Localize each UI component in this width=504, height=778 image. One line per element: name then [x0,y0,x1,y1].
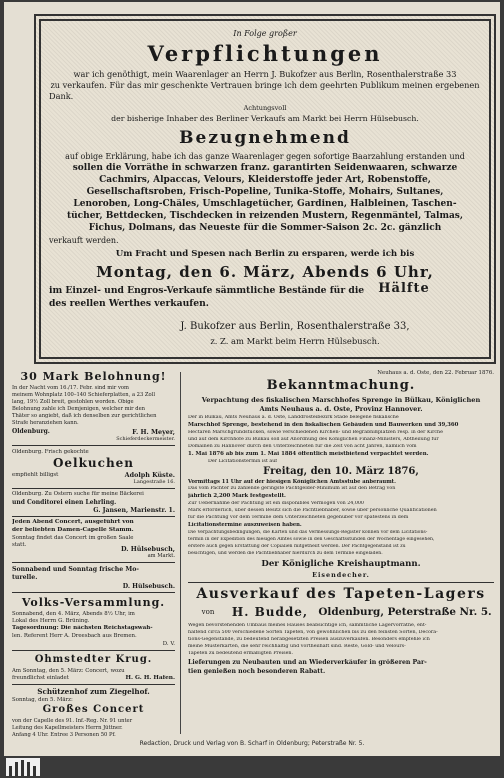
reward-text-line: Belohnung zahle ich Demjenigen, welcher mir den [12,406,146,412]
ad-text-line: des reellen Werthes verkaufen. [49,298,209,309]
notice-date: Freitag, den 10. März 1876, [263,466,419,477]
notice-text: und auf dem Kirchhofe zu Bülkau soll auf Anordnung des Königlichen Finanz-Ministers, Abtheilung für [188,437,439,442]
meeting-text: Tagesordnung: Die nächsten Reichstagswah- [12,625,153,631]
oelkuchen-signature: Adolph Küste. [124,471,175,479]
notice-authority: Der Königliche Kreishauptmann. [261,559,421,569]
concert-address: am Markt. [147,553,175,559]
ad-text-line: im Einzel- und Engros-Verkaufe sämmtliche Bestände für die [49,285,365,296]
schuetzenhof-text: Anfang 4 Uhr. Entree 3 Personen 50 Pf. [12,732,116,738]
krug-headline: Ohmstedter Krug. [34,654,153,665]
krug-signature: H. G. H. Hafen. [125,675,175,681]
oelkuchen-headline: Oelkuchen [52,456,135,470]
notice-text: erstere auch gegen Erstattung der Copialien mitgetheilt werden. Der Pachtgegenstand ist zu [188,544,406,549]
ad-goods-line: Gesellschaftsroben, Frisch-Popeline, Tunika-Stoffe, Mohairs, Sultanes, [86,187,444,197]
ad-text-line: Um Fracht und Spesen nach Berlin zu ersparen, werde ich bis [115,249,415,259]
notice-text: Zur Uebernahme der Pachtung ist ein disponibles Vermögen von 24,000 [188,501,364,506]
ad-goods-line: sollen die Vorräthe in schwarzen franz. garantirten Seidenwaaren, schwarze [72,163,458,173]
concert-text: Jeden Abend Concert, ausgeführt von [12,519,134,525]
ad-signature-name: J. Bukofzer aus Berlin, Rosenthalerstraße 33, [180,321,410,332]
reward-text-line: Strafe heranziehen kann. [12,420,79,426]
notice-text: Vormittags 11 Uhr auf der hiesigen Königlichen Amtsstube anberaumt. [188,479,396,485]
schuetzenhof-concert: Großes Concert [42,704,145,715]
library-logo-icon [6,758,40,776]
ad-salutation: Achtungsvoll [243,104,287,112]
notice-text: Marschhof Sprenge, bestehend in den fiskalischen Gebäuden und Bauwerken und 39,360 [188,422,459,428]
ad-goods-line: Cachmirs, Alpaccas, Velours, Kleiderstoffe jeder Art, Robenstoffe, [99,175,431,185]
notice-text: Mark erforderlich, über dessen Besitz sich die Pachtliebhaber, sowie über persönliche Qualificationen [188,508,437,513]
divider [12,445,175,446]
reward-text-line: lang, 19½ Zoll breit, gestohlen worden. Obige [12,399,134,405]
reward-headline: 30 Mark Belohnung! [20,370,167,383]
concert-text: der beliebten Damen-Capelle Stamm. [12,527,134,533]
reward-signature: F. H. Meyer, [132,428,175,436]
notice-subject: Verpachtung des fiskalischen Marschhofes Sprenge in Bülkau, Königlichen [201,396,481,404]
left-column [12,370,175,738]
notice-text: besichtigen, und werden die Pachtliebhaber hierdurch zu dem Termine eingeladen. [188,551,383,556]
divider [12,650,175,651]
divider [12,562,175,563]
concert-text: Sonntag findet das Concert im großen Saale [12,535,134,541]
apprentice-signature: G. Jansen, Marienstr. 1. [93,507,175,514]
meeting-signature: D. V. [162,641,175,647]
moturelle-text: Sonnabend und Sonntag frische Mo- [12,566,139,573]
notice-text: Hectaren Marschgrundstücken, sowie verschiedenen Kirchen- und Begräbnißplätzen resp. in der Kirche [188,430,443,435]
notice-text: Das vom Pächter zu zahlende geringste Pachtgelder-Minimum ist auf den Betrag von [188,486,396,491]
page-footer: Redaction, Druck und Verlag von B. Scharf in Oldenburg; Peterstraße Nr. 5. [139,740,365,747]
ad-text-line: auf obige Erklärung, habe ich das ganze Waarenlager gegen sofortige Baarzahlung erstanden und [65,152,465,161]
divider [12,516,175,517]
meeting-text: len. Referent Herr A. Dreesbach aus Bremen. [12,633,137,639]
ad-goods-line: Lenoroben, Long-Châles, Umschlagetücher, Gardinen, Halbleinen, Taschen- [73,199,457,209]
notice-text: 1. Mai 1876 ab bis zum 1. Mai 1884 öffentlich meistbietend verpachtet werden. [188,451,429,457]
ad-half-price: Hälfte [378,281,430,296]
column-divider [180,372,181,734]
notice-headline: Bekanntmachung. [266,378,416,393]
divider [12,684,175,685]
apprentice-text: Oldenburg. Zu Ostern suche für meine Bäckerei [12,491,144,497]
budde-von: von [201,608,215,616]
concert-text: statt. [12,542,27,548]
notice-text: Die Verpachtungsbedingungen, die Karten und das Vermessungs-Register können vor dem Licitations- [188,530,428,535]
budde-headline: Ausverkauf des Tapeten-Lagers [196,586,486,602]
schuetzenhof-text: Leitung des Kapellmeisters Herrn Jüttner. [12,725,123,731]
notice-text: Domainen zu Hannover durch den Unterzeichneten für die Zeit von acht Jahren, nämlich vom [188,444,417,449]
divider [12,592,175,593]
moturelle-text: turelle. [12,574,38,581]
ad-intro: In Folge großer [233,29,297,38]
ad-headline: Verpflichtungen [147,41,383,66]
ad-text-line: verkauft werden. [49,236,119,245]
apprentice-text: und Conditorei einen Lehrling. [12,499,117,506]
oelkuchen-intro: Oldenburg. Frisch gekochte [12,449,89,455]
notice-text: Der in Bülkau, Amts Neuhaus a. d. Oste, Landdrosteibezirk Stade belegene fiskalische [188,415,399,420]
meeting-text: Sonnabend, den 4. März, Abends 8½ Uhr, im [12,611,135,617]
ad-date-headline: Montag, den 6. März, Abends 6 Uhr, [96,263,434,281]
meeting-text: Lokal des Herrn G. Brüning. [12,618,90,624]
reward-text-line: meinem Wohnplatz 100–140 Schieferplatten, a 23 Zoll [12,392,155,398]
budde-text: Wegen bevorstehenden Umbaus meines Hauses beabsichtige ich, sämmtliche Lagervorräthe, ent- [188,623,427,628]
budde-delivery: tien genießen noch besonderen Rabatt. [188,668,326,675]
schuetzenhof-text: von der Capelle des 91. Inf.-Reg. Nr. 91 unter [12,718,133,724]
schuetzenhof-headline: Schützenhof zum Ziegelhof. [37,687,150,696]
ad-goods-line: tücher, Bettdecken, Tischdecken in reizenden Mustern, Regenmäntel, Talmas, [66,211,463,221]
budde-address: Oldenburg, Peterstraße Nr. 5. [318,606,492,618]
ad-goods-line: Fichus, Dolmans, das Neueste für die Sommer-Saison 2c. 2c. gänzlich [88,223,442,233]
budde-text: Tapeten zu bedeutend ermäßigten Preisen. [188,651,294,656]
ad-signature: der bisherige Inhaber des Berliner Verkaufs am Markt bei Herrn Hülsebusch. [111,114,419,123]
oelkuchen-address: Langestraße 16. [133,479,175,485]
budde-text: haltend circa 500 verschiedene Sorten Tapeten, von gewöhnlichen bis zu den feinsten Sorten, Decora- [188,630,438,635]
concert-signature: D. Hülsebusch, [120,545,175,553]
budde-delivery: Lieferungen zu Neubauten und an Wiederverkäufer in größeren Par- [188,659,427,666]
budde-text: meine Musterkarten, die sehr reichhaltig und vortheilhaft sind. Reste, Gold- und Velours- [188,644,406,649]
budde-text: tions-Gegenstände, zu bedeutend herabgesetzten Preisen auszuverkaufen. Besonders empfehle ich [188,637,430,642]
reward-trade: Schieferdeckermeister. [116,436,175,442]
krug-text: Am Sonntag, den 5. März: Concert, wozu [12,668,125,674]
notice-signature: Eisendecher. [312,571,370,579]
notice-dateline: Neuhaus a. d. Oste, den 22. Februar 1876. [377,370,494,376]
schuetzenhof-text: Sonntag, den 5. März: [12,697,73,703]
notice-text: Licitationstermine auszuweisen haben. [188,522,302,528]
moturelle-signature: D. Hülsebusch. [122,583,175,590]
reward-place: Oldenburg. [12,428,50,435]
ad-text-line: zu verkaufen. Für das mir geschenkte Vertrauen bringe ich dem geehrten Publikum meinen ergebenen [50,80,480,90]
reward-text-line: Thäter so angiebt, daß ich denselben zur gerichtlichen [12,413,157,419]
krug-text: freundlichst einladet [12,675,69,681]
notice-text: jährlich 2,200 Mark festgestellt. [188,493,286,499]
right-column [188,370,494,738]
ad-signature-address: z. Z. am Markt beim Herrn Hülsebusch. [210,336,380,346]
budde-name: H. Budde, [231,605,309,619]
notice-text: Der Licitationstermin ist auf [208,459,278,464]
ad-text-line: Dank. [49,91,74,101]
oelkuchen-text: empfiehlt billigst [12,472,59,478]
viewer-strip [0,756,504,778]
notice-subject: Amts Neuhaus a. d. Oste, Provinz Hannover. [259,405,423,413]
notice-text: für die Pachtung vor dem Termine dem Unterzeichneten gegenüber vor spätestens in dem [188,515,409,520]
divider [12,488,175,489]
bukofzer-advertisement [34,14,496,364]
divider [188,582,494,583]
notice-text: termin in der Expedition des hiesigen Amtes sowie in den Geschäftsstunden der Wochentage eingesehen, [188,537,435,542]
ad-text-line: war ich genöthigt, mein Waarenlager an Herrn J. Bukofzer aus Berlin, Rosenthalerstraße 33 [73,69,457,79]
ad-subheadline: Bezugnehmend [179,128,351,148]
newspaper-page [4,2,500,756]
meeting-headline: Volks-Versammlung. [21,596,166,609]
reward-text-line: In der Nacht vom 16./17. Febr. sind mir vom [12,385,129,391]
